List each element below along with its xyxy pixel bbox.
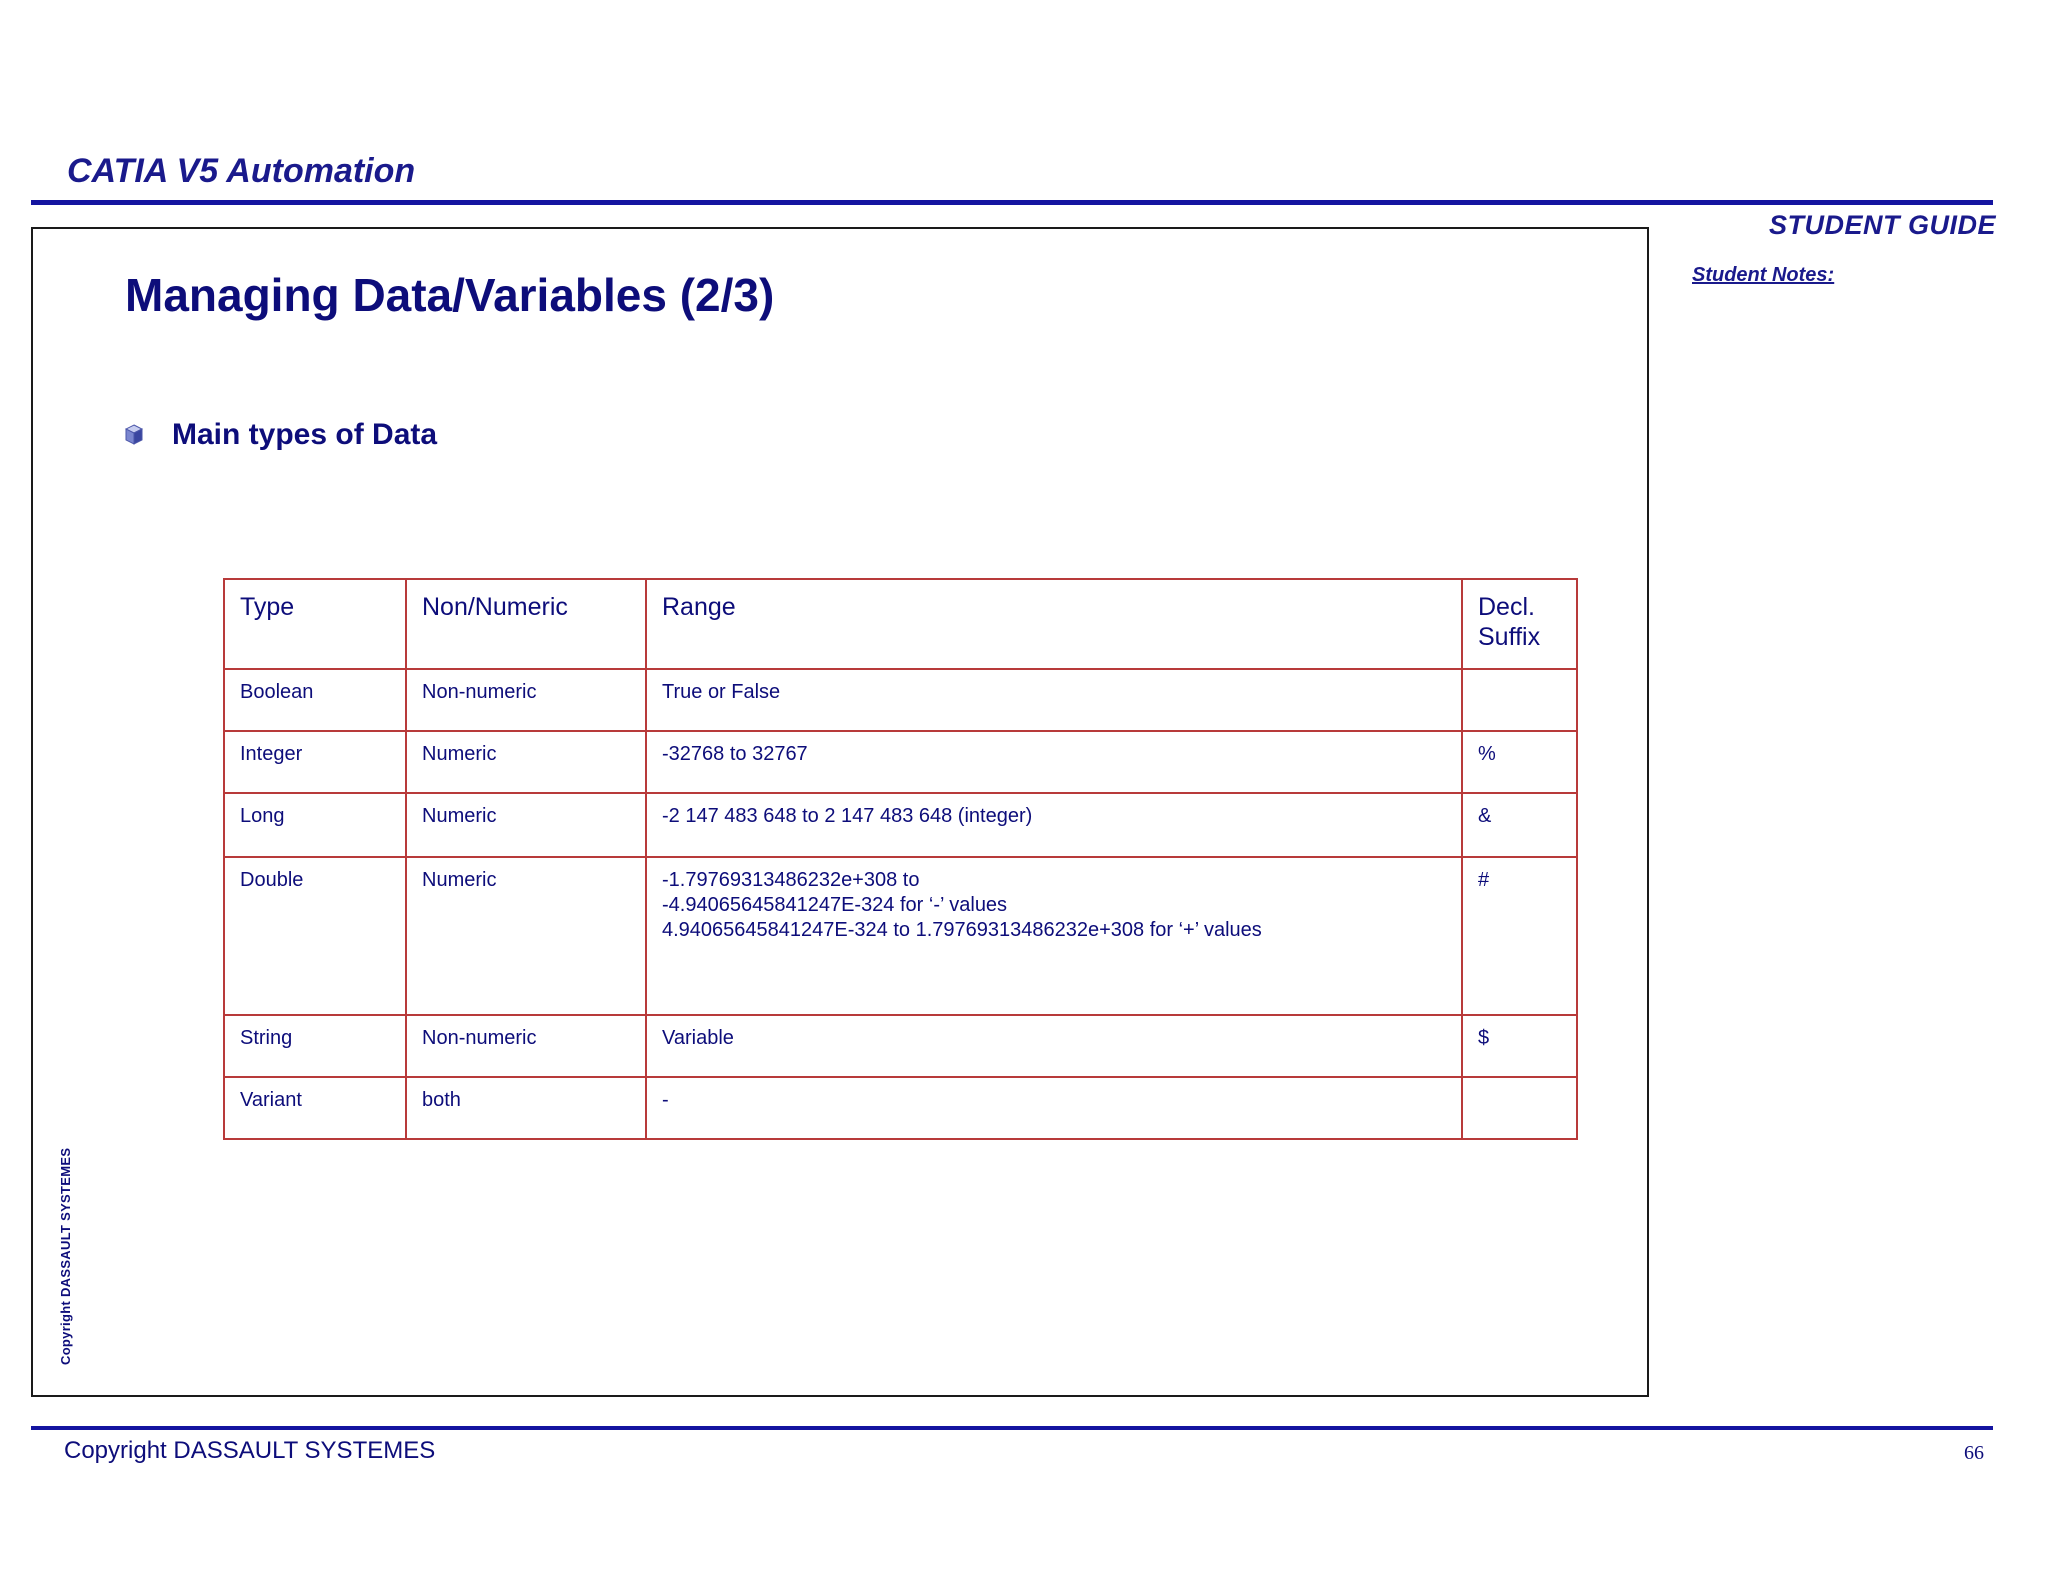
range-line: 4.94065645841247E-324 to 1.79769313486232e+308 for ‘+’ values: [662, 919, 1262, 941]
table-row: [224, 1015, 1577, 1077]
page-number: 66: [1964, 1442, 1984, 1464]
cell-non-numeric: Numeric: [406, 857, 646, 1015]
cell-non-numeric: Non-numeric: [406, 1015, 646, 1077]
table-row: [224, 669, 1577, 731]
header-type: Type: [224, 579, 406, 669]
range-line: -1.79769313486232e+308 to: [662, 869, 920, 891]
cell-type: Variant: [224, 1077, 406, 1139]
header-non-numeric: Non/Numeric: [406, 579, 646, 669]
cell-non-numeric: Numeric: [406, 731, 646, 793]
cell-non-numeric: both: [406, 1077, 646, 1139]
range-line: -32768 to 32767: [662, 743, 808, 765]
cell-range: [646, 1015, 1462, 1077]
cell-type: String: [224, 1015, 406, 1077]
range-line: Variable: [662, 1027, 734, 1049]
range-line: True or False: [662, 681, 781, 703]
header-decl-suffix: [1462, 579, 1577, 669]
cell-non-numeric: Numeric: [406, 793, 646, 857]
table-row: [224, 793, 1577, 857]
bullet-text: Main types of Data: [172, 418, 438, 451]
range-line: -: [662, 1089, 669, 1111]
cell-decl-suffix: %: [1462, 731, 1577, 793]
data-types-table: [223, 578, 1578, 1140]
side-copyright: Copyright DASSAULT SYSTEMES: [58, 1147, 73, 1365]
header-suffix-line-1: Decl.: [1478, 593, 1535, 621]
table-row: [224, 731, 1577, 793]
cell-decl-suffix: &: [1462, 793, 1577, 857]
cell-decl-suffix: [1462, 669, 1577, 731]
footer-rule: [31, 1426, 1993, 1430]
cell-range: [646, 731, 1462, 793]
cell-type: Double: [224, 857, 406, 1015]
range-line: -2 147 483 648 to 2 147 483 648 (integer): [662, 805, 1033, 827]
cell-type: Boolean: [224, 669, 406, 731]
footer-copyright: Copyright DASSAULT SYSTEMES: [64, 1437, 436, 1464]
header-rule: [31, 200, 1993, 205]
cell-non-numeric: Non-numeric: [406, 669, 646, 731]
cell-range: [646, 669, 1462, 731]
document-title: CATIA V5 Automation: [67, 152, 416, 190]
cell-range: [646, 1077, 1462, 1139]
cell-decl-suffix: [1462, 1077, 1577, 1139]
table-header-row: [224, 579, 1577, 669]
cell-type: Integer: [224, 731, 406, 793]
header-range: Range: [646, 579, 1462, 669]
cell-range: [646, 857, 1462, 1015]
header-suffix-line-2: Suffix: [1478, 623, 1541, 651]
table-row: [224, 1077, 1577, 1139]
student-notes-label: Student Notes:: [1692, 264, 1835, 286]
cell-type: Long: [224, 793, 406, 857]
table-row: [224, 857, 1577, 1015]
cell-decl-suffix: $: [1462, 1015, 1577, 1077]
student-guide-label: STUDENT GUIDE: [1768, 210, 1996, 240]
cell-range: [646, 793, 1462, 857]
range-line: -4.94065645841247E-324 for ‘-’ values: [662, 894, 1008, 916]
cell-decl-suffix: #: [1462, 857, 1577, 1015]
cube-bullet-icon: [125, 424, 143, 446]
slide-title: Managing Data/Variables (2/3): [125, 269, 775, 321]
